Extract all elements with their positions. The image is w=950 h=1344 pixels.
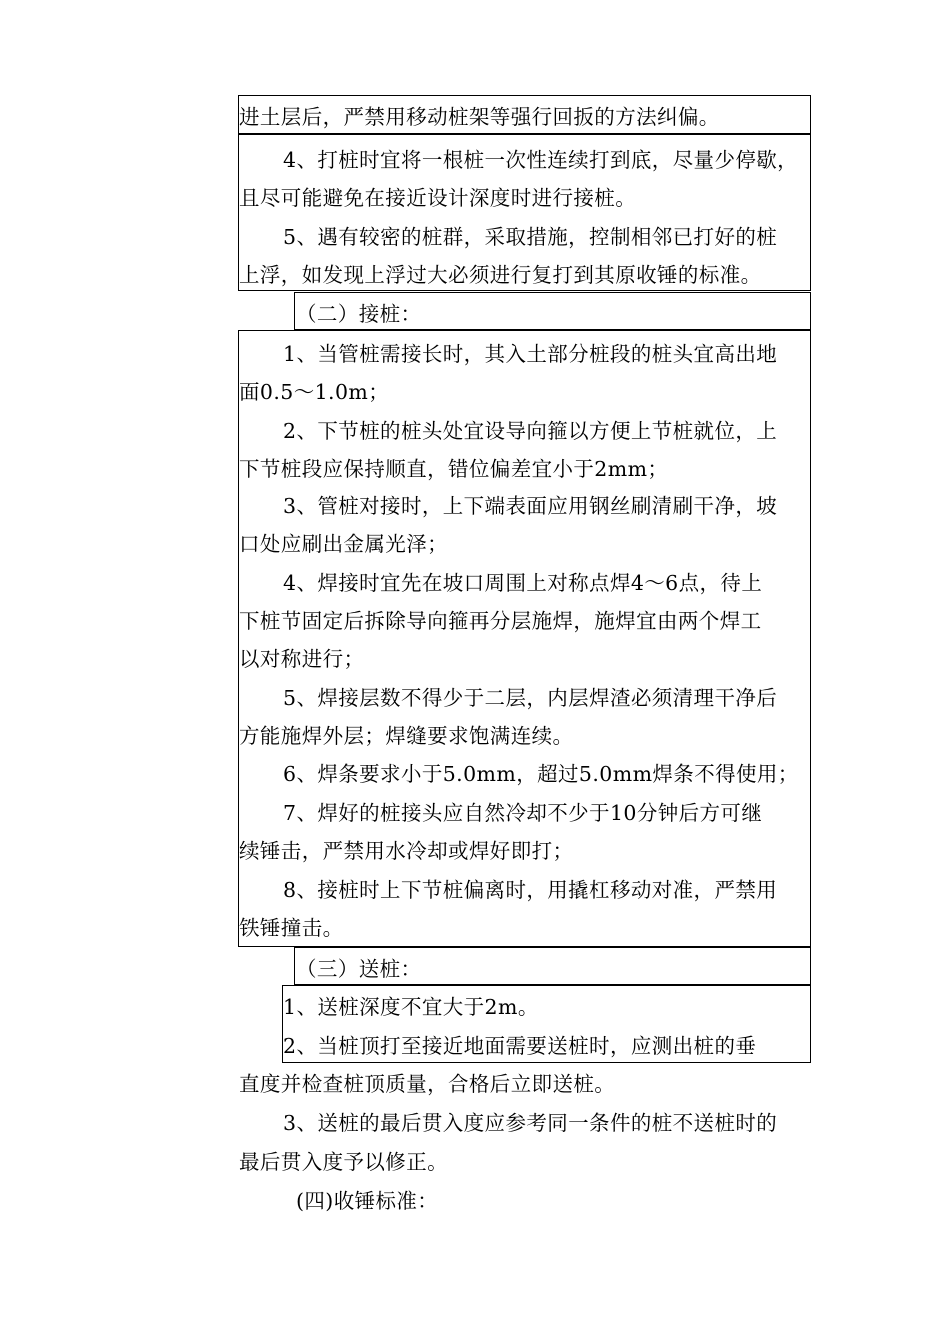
section-heading: （三）送桩： xyxy=(296,957,422,981)
text-line: 上浮，如发现上浮过大必须进行复打到其原收锤的标准。 xyxy=(239,263,762,287)
text-line: 3、管桩对接时，上下端表面应用钢丝刷清刷干净，坡 xyxy=(283,494,778,518)
text-line: 8、接桩时上下节桩偏离时，用撬杠移动对准，严禁用 xyxy=(283,878,778,902)
section-heading: （二）接桩： xyxy=(296,302,422,326)
text-line: 面0.5〜1.0m； xyxy=(239,380,390,404)
text-line: 直度并检查桩顶质量，合格后立即送桩。 xyxy=(239,1072,616,1096)
text-line: 下节桩段应保持顺直，错位偏差宜小于2mm； xyxy=(239,457,669,481)
text-line: 3、送桩的最后贯入度应参考同一条件的桩不送桩时的 xyxy=(283,1111,778,1135)
text-line: 口处应刷出金属光泽； xyxy=(239,532,448,556)
text-line: 以对称进行； xyxy=(239,647,365,671)
text-line: 6、焊条要求小于5.0mm，超过5.0mm焊条不得使用； xyxy=(283,762,799,786)
text-line: 下桩节固定后拆除导向箍再分层施焊，施焊宜由两个焊工 xyxy=(239,609,762,633)
text-line: 1、送桩深度不宜大于2m。 xyxy=(283,995,539,1019)
text-line: 2、下节桩的桩头处宜设导向箍以方便上节桩就位，上 xyxy=(283,419,778,443)
text-line: 1、当管桩需接长时，其入土部分桩段的桩头宜高出地 xyxy=(283,342,778,366)
text-line: 4、焊接时宜先在坡口周围上对称点焊4〜6点，待上 xyxy=(283,571,763,595)
text-line: 铁锤撞击。 xyxy=(239,916,344,940)
text-line: 2、当桩顶打至接近地面需要送桩时，应测出桩的垂 xyxy=(283,1034,757,1058)
text-line: 方能施焊外层；焊缝要求饱满连续。 xyxy=(239,724,574,748)
section-heading: (四)收锤标准： xyxy=(296,1189,439,1213)
text-line: 进土层后，严禁用移动桩架等强行回扳的方法纠偏。 xyxy=(239,105,720,129)
text-line: 最后贯入度予以修正。 xyxy=(239,1150,448,1174)
text-line: 5、焊接层数不得少于二层，内层焊渣必须清理干净后 xyxy=(283,686,778,710)
text-line: 4、打桩时宜将一根桩一次性连续打到底，尽量少停歇， xyxy=(283,148,799,172)
text-line: 7、焊好的桩接头应自然冷却不少于10分钟后方可继 xyxy=(283,801,763,825)
text-line: 续锤击，严禁用水冷却或焊好即打； xyxy=(239,839,574,863)
text-line: 5、遇有较密的桩群，采取措施，控制相邻已打好的桩 xyxy=(283,225,778,249)
text-line: 且尽可能避免在接近设计深度时进行接桩。 xyxy=(239,186,637,210)
